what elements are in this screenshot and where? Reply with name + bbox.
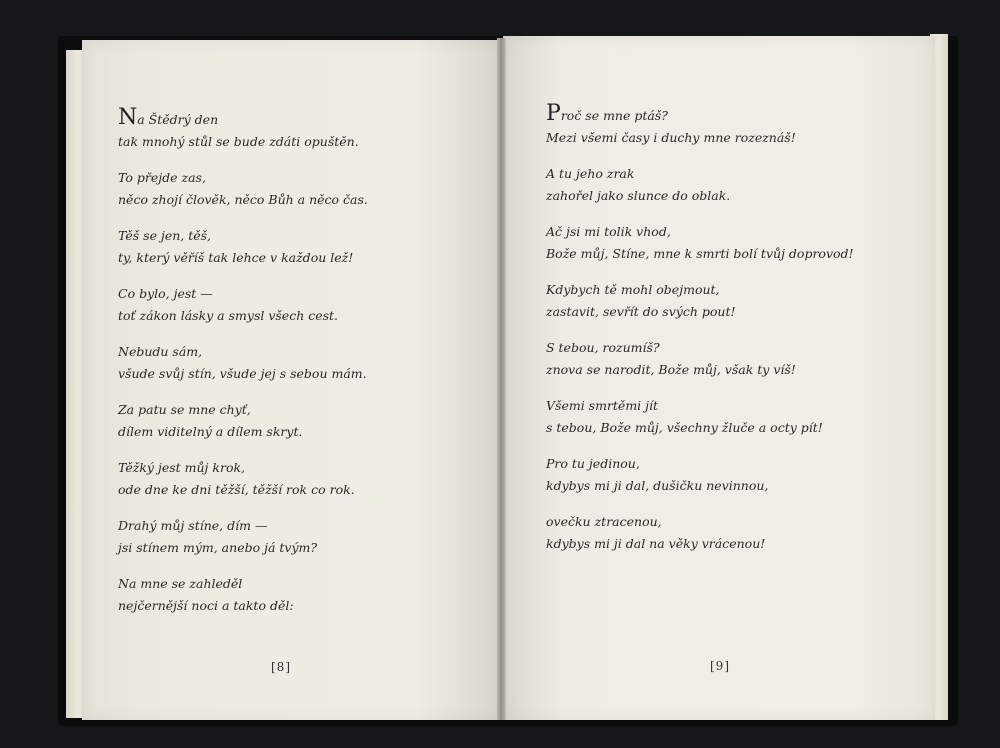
- poem-line-text: ode dne ke dni těžší, těžší rok co rok.: [118, 481, 355, 497]
- poem-line-text: kdybys mi ji dal na věky vrácenou!: [546, 535, 766, 551]
- poem-line: [546, 185, 916, 207]
- poem-line-text: To přejde zas,: [118, 170, 206, 185]
- poem-line: [546, 359, 916, 381]
- poem-line: [546, 511, 916, 533]
- poem-line-text: Pro tu jedinou,: [546, 456, 640, 471]
- poem-stanza: [118, 515, 478, 558]
- poem-stanza: [118, 225, 478, 268]
- poem-line-text: něco zhojí člověk, něco Bůh a něco čas.: [118, 191, 368, 207]
- poem-line: [118, 283, 478, 305]
- poem-line-text: tak mnohý stůl se bude zdáti opuštěn.: [118, 133, 359, 149]
- poem-line: [118, 341, 478, 363]
- poem-line-text: jsi stínem mým, anebo já tvým?: [118, 539, 318, 555]
- left-page-poem: [118, 105, 478, 631]
- poem-stanza: [546, 279, 916, 322]
- poem-line: [546, 395, 916, 417]
- poem-stanza: [118, 457, 478, 500]
- poem-line: [546, 417, 916, 439]
- poem-line: [118, 225, 478, 247]
- right-page-poem: [546, 101, 916, 569]
- poem-stanza: [546, 511, 916, 554]
- poem-line-text: dílem viditelný a dílem skryt.: [118, 423, 303, 439]
- poem-line: [546, 301, 916, 323]
- poem-line: [118, 573, 478, 595]
- poem-stanza: [546, 221, 916, 264]
- poem-line: [118, 189, 478, 211]
- poem-line-text: Na mne se zahleděl: [118, 576, 243, 591]
- poem-line: [118, 595, 478, 617]
- poem-stanza: [546, 101, 916, 148]
- poem-line-text: s tebou, Bože můj, všechny žluče a octy pít!: [546, 419, 823, 435]
- poem-line: [118, 421, 478, 443]
- book-gutter: [497, 38, 506, 720]
- poem-stanza: [118, 341, 478, 384]
- poem-line: [118, 167, 478, 189]
- poem-line: [118, 457, 478, 479]
- poem-line: [118, 305, 478, 327]
- right-page-number: [9]: [710, 659, 730, 673]
- poem-line-text: nejčernější noci a takto děl:: [118, 597, 294, 613]
- poem-line: [546, 279, 916, 301]
- left-page-number: [8]: [271, 660, 291, 674]
- poem-line-text: roč se mne ptáš?: [560, 108, 668, 123]
- poem-line: [546, 221, 916, 243]
- poem-line: [118, 105, 478, 131]
- poem-line-text: Těš se jen, těš,: [118, 228, 212, 243]
- poem-line-text: ty, který věříš tak lehce v každou lež!: [118, 249, 354, 265]
- poem-line: [546, 101, 916, 127]
- poem-line-text: toť zákon lásky a smysl všech cest.: [118, 307, 339, 323]
- drop-cap: N: [118, 105, 138, 130]
- poem-stanza: [546, 453, 916, 496]
- poem-line-text: Za patu se mne chyť,: [118, 402, 251, 417]
- poem-stanza: [546, 163, 916, 206]
- poem-line: [546, 475, 916, 497]
- poem-line-text: kdybys mi ji dal, dušičku nevinnou,: [546, 477, 769, 493]
- poem-line-text: Těžký jest můj krok,: [118, 460, 246, 475]
- poem-line: [118, 479, 478, 501]
- poem-line: [118, 363, 478, 385]
- poem-stanza: [118, 105, 478, 152]
- poem-line-text: Drahý můj stíne, dím —: [118, 518, 268, 533]
- poem-line-text: S tebou, rozumíš?: [546, 340, 660, 355]
- poem-line: [118, 537, 478, 559]
- poem-line: [546, 453, 916, 475]
- poem-line: [546, 163, 916, 185]
- poem-line-text: Mezi všemi časy i duchy mne rozeznáš!: [546, 129, 796, 145]
- poem-line: [118, 515, 478, 537]
- poem-stanza: [546, 337, 916, 380]
- poem-line-text: zahořel jako slunce do oblak.: [546, 187, 731, 203]
- poem-line-text: Co bylo, jest —: [118, 286, 213, 301]
- poem-stanza: [118, 399, 478, 442]
- drop-cap: P: [546, 101, 561, 126]
- poem-line: [118, 399, 478, 421]
- poem-line-text: zastavit, sevřít do svých pout!: [546, 303, 736, 319]
- poem-line-text: ovečku ztracenou,: [546, 514, 662, 529]
- poem-stanza: [118, 283, 478, 326]
- poem-line-text: Bože můj, Stíne, mne k smrti bolí tvůj doprovod!: [546, 245, 854, 261]
- poem-line: [546, 127, 916, 149]
- poem-line: [546, 533, 916, 555]
- poem-line-text: Všemi smrtěmi jít: [546, 398, 659, 413]
- poem-line: [118, 247, 478, 269]
- poem-line-text: Nebudu sám,: [118, 344, 203, 359]
- poem-line: [546, 337, 916, 359]
- poem-line-text: A tu jeho zrak: [546, 166, 635, 181]
- poem-line-text: znova se narodit, Bože můj, však ty víš!: [546, 361, 796, 377]
- poem-line: [118, 131, 478, 153]
- poem-stanza: [118, 573, 478, 616]
- poem-stanza: [118, 167, 478, 210]
- poem-stanza: [546, 395, 916, 438]
- poem-line: [546, 243, 916, 265]
- poem-line-text: všude svůj stín, všude jej s sebou mám.: [118, 365, 367, 381]
- poem-line-text: a Štědrý den: [137, 112, 219, 127]
- poem-line-text: Ač jsi mi tolik vhod,: [546, 224, 671, 239]
- poem-line-text: Kdybych tě mohl obejmout,: [546, 282, 720, 297]
